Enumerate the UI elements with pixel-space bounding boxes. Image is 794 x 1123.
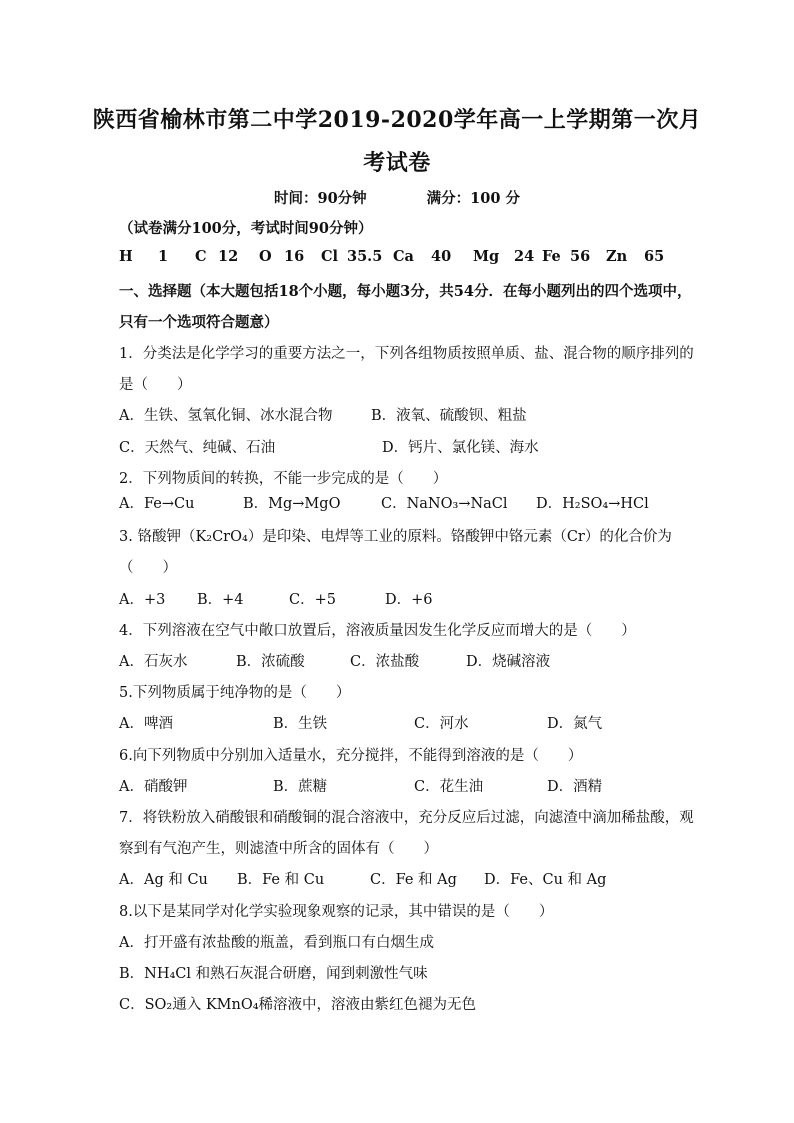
q7-option-b: B．Fe 和 Cu [237,872,325,888]
q6-option-b: B．蔗糖 [273,779,328,795]
atom-el: O [259,248,272,265]
q7-option-a: A．Ag 和 Cu [119,872,208,888]
q7-stem: 7．将铁粉放入硝酸银和硝酸铜的混合溶液中，充分反应后过滤，向滤渣中滴加稀盐酸，观 [119,810,694,826]
q2-option-c: C．NaNO₃→NaCl [381,496,508,512]
q7-stem-cont: 察到有气泡产生，则滤渣中所含的固体有（ ） [119,841,438,857]
q3-option-b: B．+4 [197,592,244,608]
q8-stem: 8.以下是某同学对化学实验现象观察的记录，其中错误的是（ ） [119,904,554,920]
q4-stem: 4．下列溶液在空气中敞口放置后，溶液质量因发生化学反应而增大的是（ ） [119,623,636,639]
q6-stem: 6.向下列物质中分别加入适量水，充分搅拌，不能得到溶液的是（ ） [119,748,583,764]
atom-mass: 16 [284,248,305,265]
exam-score: 满分：100 分 [426,190,520,207]
atom-el: Ca [393,248,414,265]
q2-option-a: A．Fe→Cu [119,496,195,512]
q5-option-c: C．河水 [414,716,469,732]
q4-option-c: C．浓盐酸 [350,654,420,670]
atom-mass: 12 [218,248,239,265]
exam-note: （试卷满分100分，考试时间90分钟） [119,220,373,237]
q3-option-a: A．+3 [119,592,166,608]
q1-option-a: A．生铁、氢氧化铜、冰水混合物 [119,408,333,424]
q1-option-c: C．天然气、纯碱、石油 [119,440,276,456]
atom-mass: 56 [570,248,591,265]
q1-option-d: D．钙片、氯化镁、海水 [382,440,539,456]
q5-option-d: D．氮气 [547,716,603,732]
exam-title-line1: 陕西省榆林市第二中学2019-2020学年高一上学期第一次月 [92,107,702,133]
q1-stem: 1．分类法是化学学习的重要方法之一，下列各组物质按照单质、盐、混合物的顺序排列的 [119,346,694,362]
atom-mass: 40 [431,248,452,265]
exam-meta [0,187,794,208]
atom-el: Cl [321,248,339,265]
q3-option-d: D．+6 [385,592,433,608]
q2-option-b: B．Mg→MgO [243,496,341,512]
q6-option-d: D．酒精 [547,779,603,795]
q5-option-b: B．生铁 [273,716,328,732]
q8-option-a: A．打开盛有浓盐酸的瓶盖，看到瓶口有白烟生成 [119,935,434,951]
q8-option-c: C．SO₂通入 KMnO₄稀溶液中，溶液由紫红色褪为无色 [119,997,477,1013]
atom-mass: 35.5 [347,248,383,265]
q5-stem: 5.下列物质属于纯净物的是（ ） [119,685,351,701]
q4-option-b: B．浓硫酸 [236,654,305,670]
exam-time: 时间：90分钟 [273,190,367,207]
atom-el: Mg [473,248,500,265]
exam-title-line2: 考试卷 [363,150,431,176]
q8-option-b: B．NH₄Cl 和熟石灰混合研磨，闻到刺激性气味 [119,966,428,982]
q6-option-a: A．硝酸钾 [119,779,188,795]
atom-el: Fe [542,248,561,265]
q2-option-d: D．H₂SO₄→HCl [536,496,649,512]
q1-option-b: B．液氧、硫酸钡、粗盐 [371,408,527,424]
section-1-heading: 一、选择题（本大题包括18个小题，每小题3分，共54分．在每小题列出的四个选项中， [119,283,692,300]
q1-stem-cont: 是（ ） [119,377,192,393]
q7-option-d: D．Fe、Cu 和 Ag [484,872,607,888]
atom-mass: 65 [644,248,665,265]
q6-option-c: C．花生油 [414,779,484,795]
q4-option-a: A．石灰水 [119,654,188,670]
q5-option-a: A．啤酒 [119,716,173,732]
q7-option-c: C．Fe 和 Ag [370,872,457,888]
q3-option-c: C．+5 [289,592,336,608]
q2-stem: 2．下列物质间的转换，不能一步完成的是（ ） [119,471,448,487]
atom-el: C [195,248,207,265]
atom-el: Zn [606,248,628,265]
atom-mass: 1 [158,248,169,265]
atom-el: H [119,248,133,265]
q3-stem-cont: （ ） [119,560,177,576]
section-1-heading-cont: 只有一个选项符合题意） [119,314,279,331]
q3-stem: 3. 铬酸钾（K₂CrO₄）是印染、电焊等工业的原料。铬酸钾中铬元素（Cr）的化合价为 [119,529,672,545]
q4-option-d: D．烧碱溶液 [466,654,551,670]
atom-mass: 24 [514,248,535,265]
